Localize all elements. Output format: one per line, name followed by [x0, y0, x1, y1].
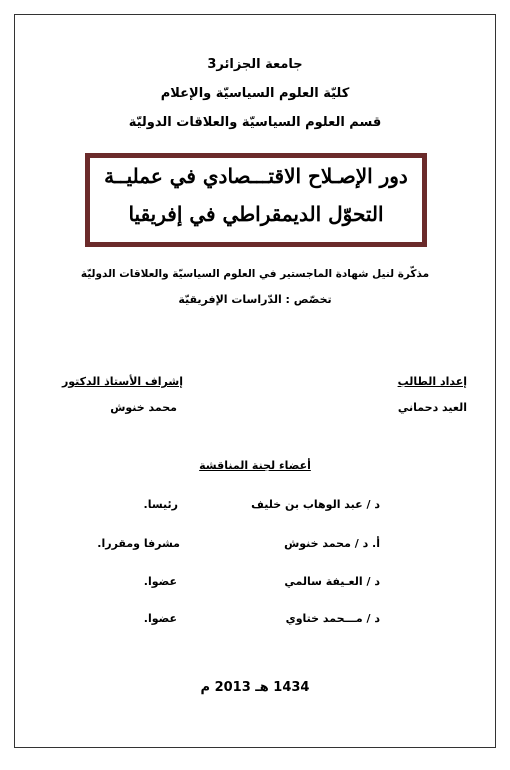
committee-title: أعضاء لجنة المناقشة [199, 459, 311, 472]
committee-member-role: عضوا. [143, 612, 177, 625]
supervisor-label: إشراف الأستاذ الدكتور [61, 375, 183, 388]
committee-member-name: د / العـيفة سالمي [284, 575, 380, 588]
faculty-name: كليّة العلوم السياسيّة والإعلام [160, 86, 350, 101]
student-label: إعداد الطالب [397, 375, 467, 388]
university-name: جامعة الجزائر3 [207, 57, 303, 72]
thesis-specialization: تخصّص : الدّراسات الإفريقيّة [178, 293, 332, 306]
title-line-2: التحوّل الديمقراطي في إفريقيا [128, 202, 384, 226]
committee-member-name: د / عبد الوهاب بن خليف [251, 498, 380, 511]
committee-member-role: عضوا. [143, 575, 177, 588]
department-name: قسم العلوم السياسيّة والعلاقات الدوليّة [128, 115, 382, 130]
defense-date: 1434 هـ 2013 م [200, 680, 310, 695]
student-name: العيد دحماني [397, 401, 467, 414]
committee-member-role: رئيسا. [143, 498, 178, 511]
title-box [85, 153, 427, 247]
supervisor-name: محمد خنوش [110, 401, 177, 414]
committee-member-name: د / مـــحمد ختاوي [285, 612, 380, 625]
title-line-1: دور الإصـلاح الاقتـــصادي في عمليــة [104, 164, 408, 188]
thesis-degree: مذكّرة لنيل شهادة الماجستير في العلوم السياسيّة والعلاقات الدوليّة [80, 268, 430, 280]
committee-member-role: مشرفا ومقررا. [97, 537, 180, 550]
committee-member-name: أ. د / محمد خنوش [284, 537, 380, 550]
